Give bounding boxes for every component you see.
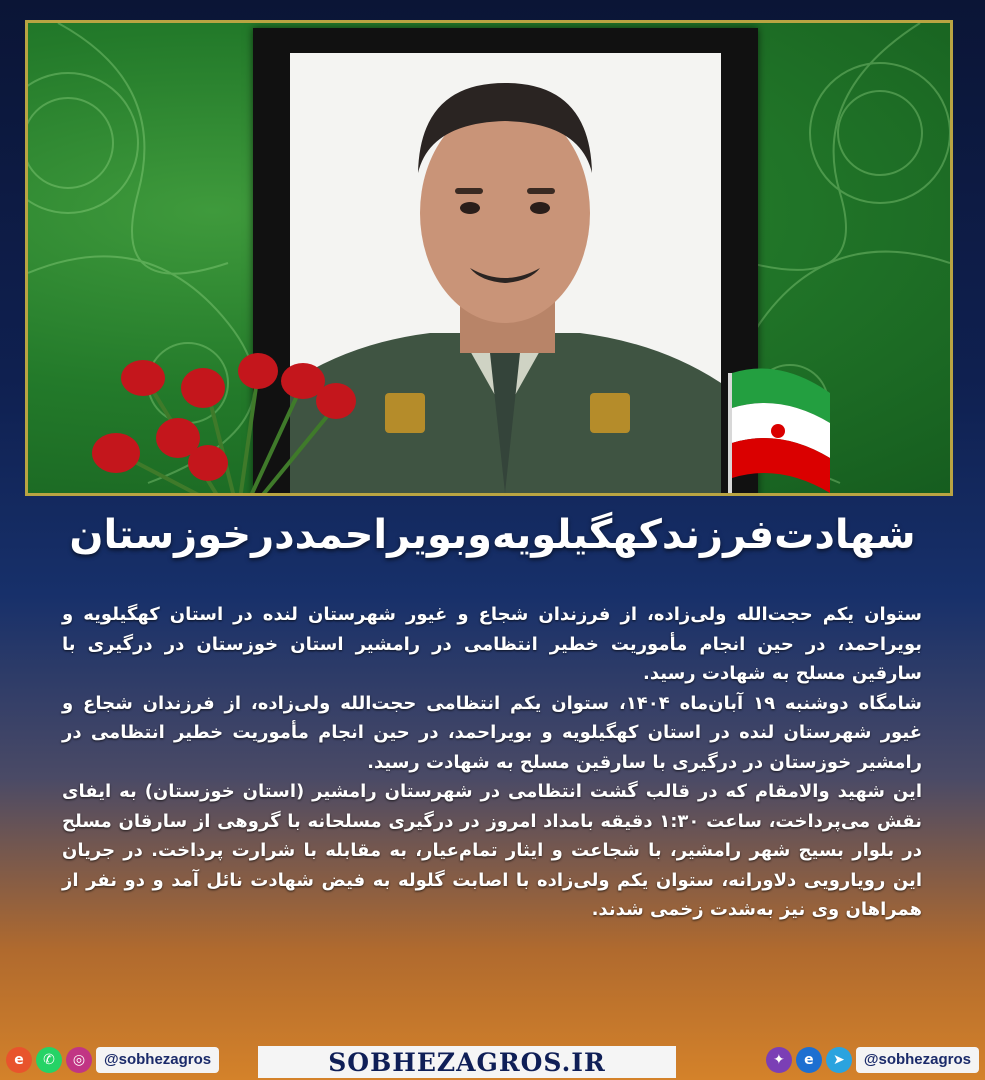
headline: شهادت‌فرزندکهگیلویه‌وبویراحمددرخوزستان <box>69 512 916 558</box>
telegram-icon[interactable]: ➤ <box>826 1047 852 1073</box>
website-banner[interactable] <box>258 1046 676 1078</box>
social-links-left <box>6 1046 219 1074</box>
rubika-icon[interactable]: ✦ <box>766 1047 792 1073</box>
iran-flag <box>720 353 840 496</box>
eitaa-icon[interactable]: e <box>6 1047 32 1073</box>
social-handle-left[interactable]: @sobhezagros <box>96 1047 219 1073</box>
paragraph-2: شامگاه دوشنبه ۱۹ آبان‌ماه ۱۴۰۴، ستوان یکم انتظامی حجت‌الله ولی‌زاده، از فرزندان شجاع و غیور شهرستان لنده در استان کهگیلویه و بویراحمد، در حین انجام مأموریت خطیر انتظامی در رامشیر خوزستان در درگیری با سارقین مسلح به شهادت رسید. <box>62 692 922 773</box>
instagram-icon[interactable]: ◎ <box>66 1047 92 1073</box>
website-url[interactable]: SOBHEZAGROS.IR <box>328 1047 606 1077</box>
red-tulips <box>88 343 368 496</box>
whatsapp-icon[interactable]: ✆ <box>36 1047 62 1073</box>
paragraph-3: این شهید والامقام که در قالب گشت انتظامی در شهرستان رامشیر (استان خوزستان) به ایفای نقش می‌پرداخت، ساعت ۱:۳۰ دقیقه بامداد امروز در درگیری مسلحانه با گروهی از سارقان مسلح در بلوار بسیج شهر رامشیر، با شجاعت و ایثار تمام‌عیار، به مقابله با شرارت پرداخت. در جریان این رویارویی دلاورانه، ستوان یکم ولی‌زاده با اصابت گلوله به فیض شهادت نائل آمد و دو نفر از همراهان وی نیز به‌شدت زخمی شدند. <box>62 781 923 920</box>
social-links-right <box>766 1046 979 1074</box>
eitaa-icon-right[interactable]: e <box>796 1047 822 1073</box>
paragraph-1: ستوان یکم حجت‌الله ولی‌زاده، از فرزندان شجاع و غیور شهرستان لنده در استان کهگیلویه و بویراحمد، در حین انجام مأموریت خطیر انتظامی در رامشیر استان خوزستان در درگیری با سارقین مسلح به شهادت رسید. <box>62 604 922 684</box>
footer-bar <box>0 1044 985 1080</box>
memorial-photo-frame <box>25 20 953 496</box>
social-handle-right[interactable]: @sobhezagros <box>856 1047 979 1073</box>
article-body <box>62 600 922 925</box>
